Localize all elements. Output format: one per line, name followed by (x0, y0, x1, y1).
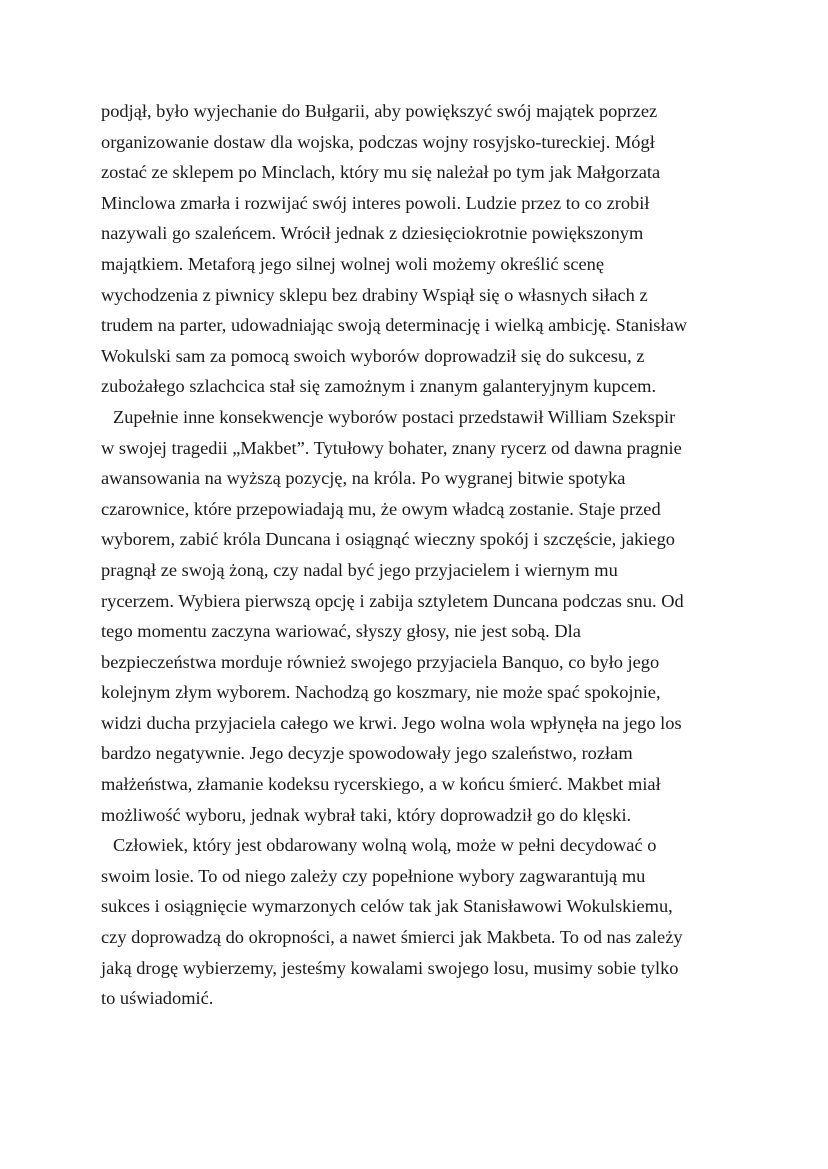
text-line: Człowiek, który jest obdarowany wolną wolą, może w pełni decydować o (113, 835, 657, 856)
text-line: Wokulski sam za pomocą swoich wyborów doprowadził się do sukcesu, z (101, 345, 645, 366)
text-line: możliwość wyboru, jednak wybrał taki, który doprowadził go do klęski. (101, 804, 632, 825)
text-line: nazywali go szaleńcem. Wrócił jednak z dziesięciokrotnie powiększonym (101, 223, 644, 244)
text-line: awansowania na wyższą pozycję, na króla. Po wygranej bitwie spotyka (101, 468, 626, 489)
paragraph-1 (101, 96, 741, 402)
text-line: jaką drogę wybierzemy, jesteśmy kowalami swojego losu, musimy sobie tylko (101, 957, 679, 978)
text-line: trudem na parter, udowadniając swoją determinację i wielką ambicję. Stanisław (101, 315, 688, 336)
text-line: rycerzem. Wybiera pierwszą opcję i zabija sztyletem Duncana podczas snu. Od (101, 590, 684, 611)
text-line: pragnął ze swoją żoną, czy nadal być jego przyjacielem i wiernym mu (101, 559, 618, 580)
text-line: Zupełnie inne konsekwencje wyborów postaci przedstawił William Szekspir (113, 406, 676, 427)
paragraph-3 (101, 830, 741, 1014)
text-line: to uświadomić. (101, 988, 214, 1009)
text-line: sukces i osiągnięcie wymarzonych celów tak jak Stanisławowi Wokulskiemu, (101, 896, 673, 917)
text-line: wychodzenia z piwnicy sklepu bez drabiny Wspiął się o własnych siłach z (101, 284, 648, 305)
text-line: zubożałego szlachcica stał się zamożnym i znanym galanteryjnym kupcem. (101, 376, 657, 397)
text-line: czarownice, które przepowiadają mu, że owym władcą zostanie. Staje przed (101, 498, 661, 519)
text-line: majątkiem. Metaforą jego silnej wolnej woli możemy określić scenę (101, 253, 605, 274)
text-line: kolejnym złym wyborem. Nachodzą go koszmary, nie może spać spokojnie, (101, 682, 661, 703)
text-line: w swojej tragedii „Makbet”. Tytułowy bohater, znany rycerz od dawna pragnie (101, 437, 682, 458)
text-line: widzi ducha przyjaciela całego we krwi. Jego wolna wola wpłynęła na jego los (101, 712, 682, 733)
essay-text (101, 96, 741, 1014)
text-line: swoim losie. To od niego zależy czy popełnione wybory zagwarantują mu (101, 865, 646, 886)
text-line: czy doprowadzą do okropności, a nawet śmierci jak Makbeta. To od nas zależy (101, 927, 683, 948)
paragraph-2 (101, 402, 741, 830)
text-line: organizowanie dostaw dla wojska, podczas wojny rosyjsko-tureckiej. Mógł (101, 131, 655, 152)
text-line: bezpieczeństwa morduje również swojego przyjaciela Banquo, co było jego (101, 651, 660, 672)
text-line: podjął, było wyjechanie do Bułgarii, aby powiększyć swój majątek poprzez (101, 101, 658, 121)
text-line: zostać ze sklepem po Minclach, który mu się należał po tym jak Małgorzata (101, 162, 661, 183)
text-line: bardzo negatywnie. Jego decyzje spowodowały jego szaleństwo, rozłam (101, 743, 633, 764)
text-line: tego momentu zaczyna wariować, słyszy głosy, nie jest sobą. Dla (101, 621, 581, 642)
text-line: Minclowa zmarła i rozwijać swój interes powoli. Ludzie przez to co zrobił (101, 192, 650, 213)
text-line: małżeństwa, złamanie kodeksu rycerskiego, a w końcu śmierć. Makbet miał (101, 774, 661, 795)
text-line: wyborem, zabić króla Duncana i osiągnąć wieczny spokój i szczęście, jakiego (101, 529, 675, 550)
